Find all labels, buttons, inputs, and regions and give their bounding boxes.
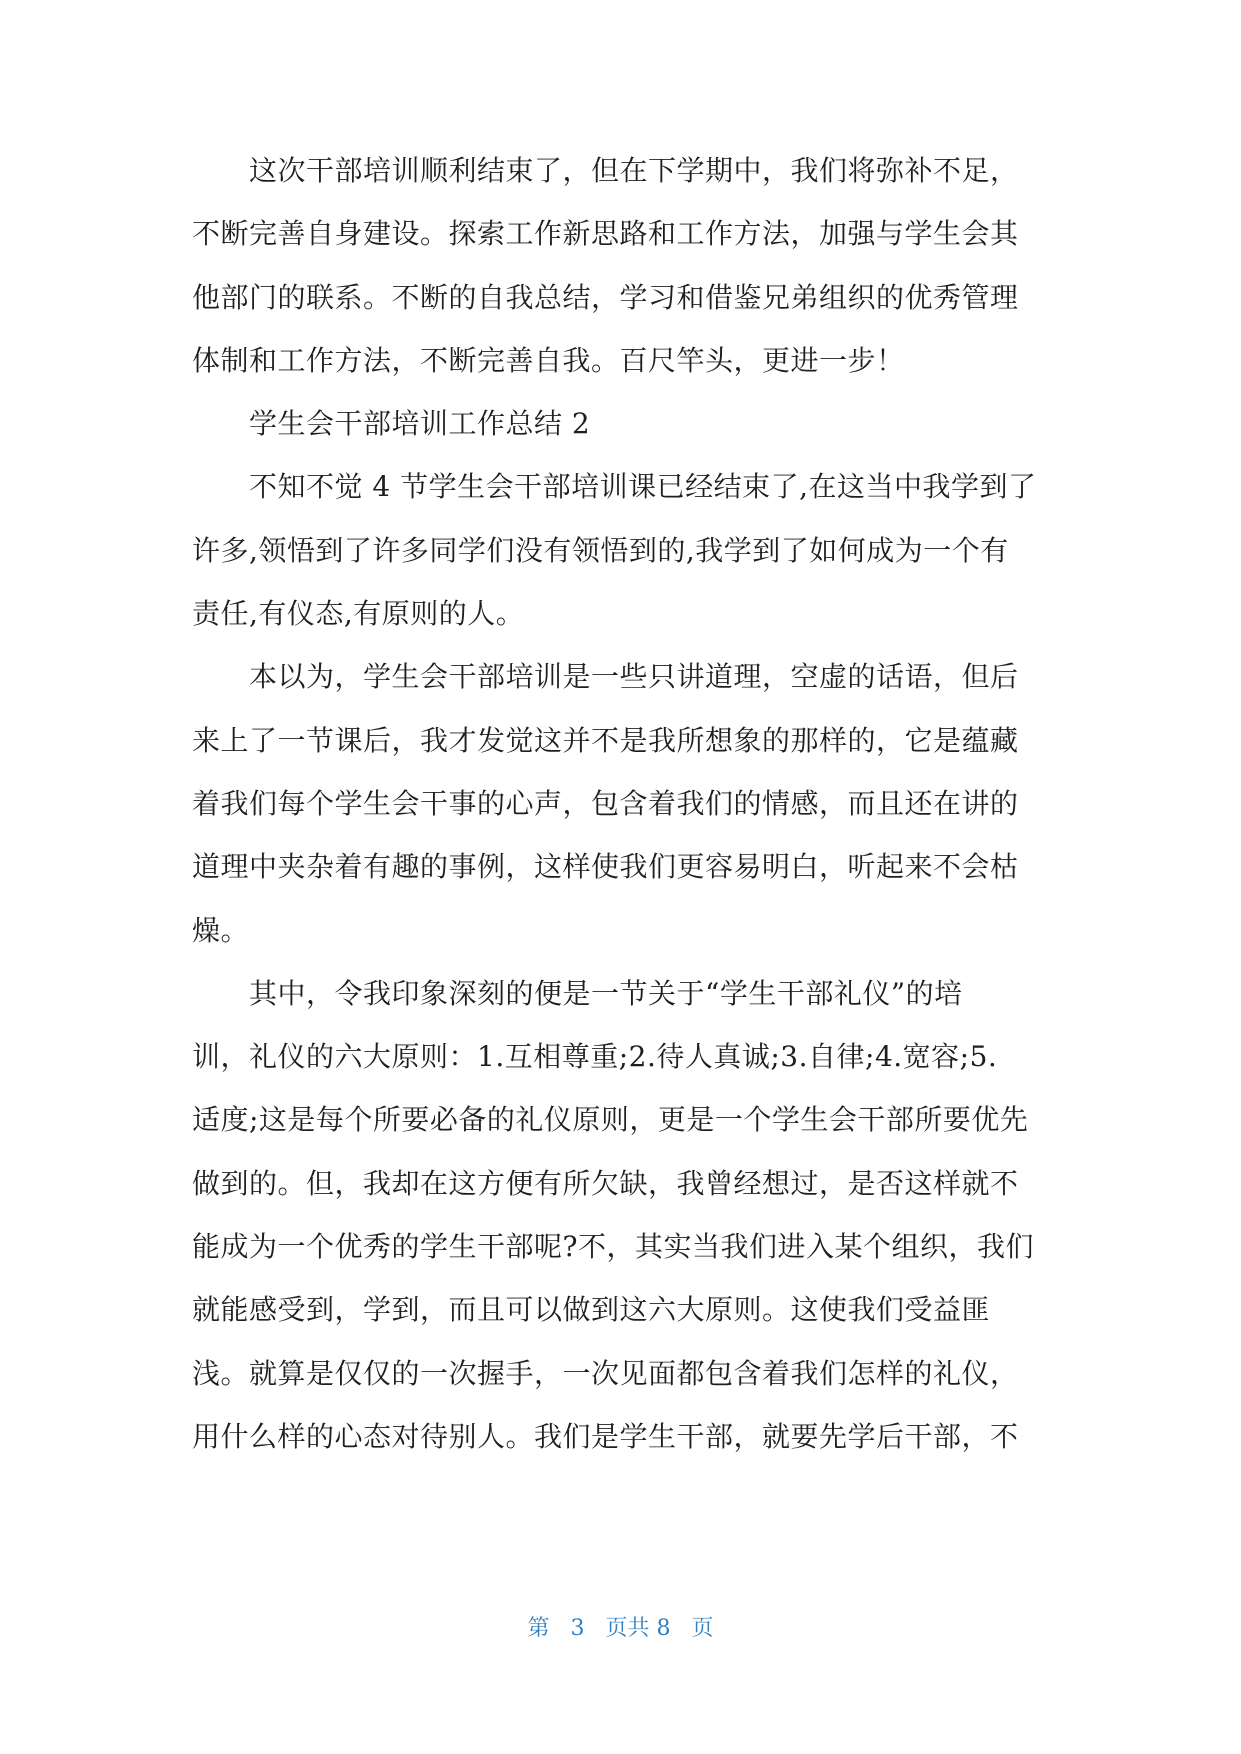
paragraph-line: 不知不觉 4 节学生会干部培训课已经结束了,在这当中我学到了 [249, 470, 1037, 504]
page-label: 第 [527, 1616, 550, 1641]
page-mid-label: 页共 [605, 1616, 650, 1641]
paragraph-line: 就能感受到，学到，而且可以做到这六大原则。这使我们受益匪 [192, 1293, 991, 1327]
paragraph-line: 能成为一个优秀的学生干部呢?不，其实当我们进入某个组织，我们 [192, 1230, 1035, 1264]
paragraph-line: 体制和工作方法，不断完善自我。百尺竿头，更进一步！ [192, 343, 905, 377]
paragraph-line: 责任,有仪态,有原则的人。 [192, 597, 525, 631]
page-total: 8 [656, 1616, 671, 1641]
page-body [192, 155, 1062, 1484]
paragraph-line: 不断完善自身建设。探索工作新思路和工作方法，加强与学生会其 [192, 217, 1019, 251]
paragraph-line: 燥。 [192, 913, 250, 947]
paragraph-line: 本以为，学生会干部培训是一些只讲道理，空虚的话语，但后 [249, 660, 1019, 694]
page-end-label: 页 [691, 1616, 714, 1641]
paragraph-line: 着我们每个学生会干事的心声，包含着我们的情感，而且还在讲的 [192, 786, 1019, 820]
paragraph-line: 道理中夹杂着有趣的事例，这样使我们更容易明白，听起来不会枯 [192, 850, 1019, 884]
paragraph-line: 来上了一节课后，我才发觉这并不是我所想象的那样的，它是蕴藏 [192, 723, 1019, 757]
paragraph-line: 训，礼仪的六大原则：1.互相尊重;2.待人真诚;3.自律;4.宽容;5. [192, 1040, 998, 1074]
paragraph-line: 许多,领悟到了许多同学们没有领悟到的,我学到了如何成为一个有 [192, 533, 1009, 567]
section-heading: 学生会干部培训工作总结 2 [249, 407, 591, 441]
paragraph-line: 浅。就算是仅仅的一次握手，一次见面都包含着我们怎样的礼仪， [192, 1356, 1019, 1390]
page-footer [0, 1611, 1241, 1642]
paragraph-line: 他部门的联系。不断的自我总结，学习和借鉴兄弟组织的优秀管理 [192, 280, 1019, 314]
paragraph-line: 这次干部培训顺利结束了，但在下学期中，我们将弥补不足， [249, 154, 1019, 187]
paragraph-line: 其中，令我印象深刻的便是一节关于“学生干部礼仪”的培 [249, 976, 963, 1010]
paragraph-line: 做到的。但，我却在这方便有所欠缺，我曾经想过，是否这样就不 [192, 1166, 1019, 1200]
paragraph-line: 适度;这是每个所要必备的礼仪原则，更是一个学生会干部所要优先 [192, 1103, 1029, 1137]
paragraph-line: 用什么样的心态对待别人。我们是学生干部，就要先学后干部，不 [192, 1419, 1019, 1453]
page-number: 3 [570, 1616, 585, 1641]
